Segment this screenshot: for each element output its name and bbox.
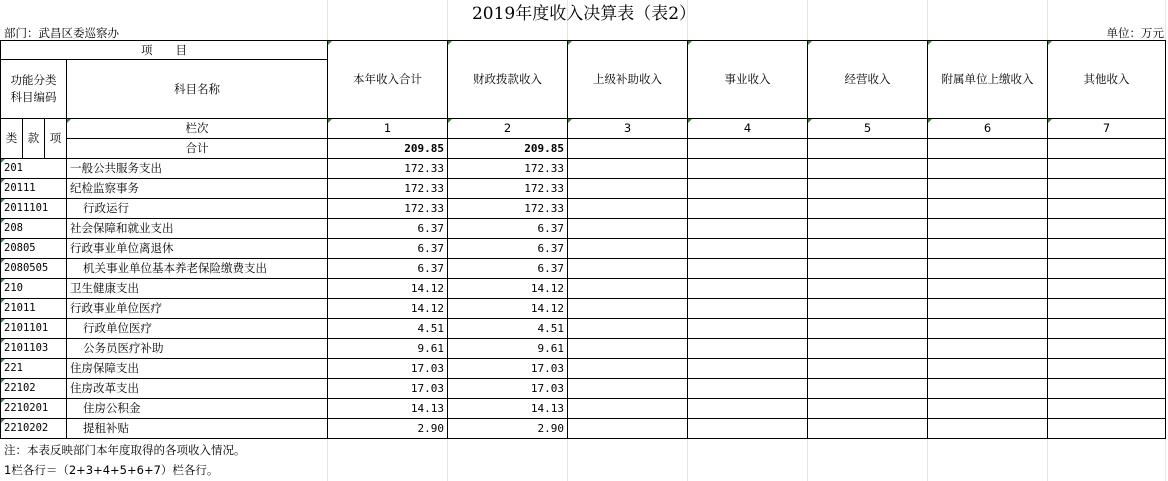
amount-cell[interactable]: 6.37 <box>448 239 568 259</box>
empty-cell[interactable] <box>928 399 1048 419</box>
table-row <box>1 219 1166 239</box>
func-code-cell[interactable]: 221 <box>1 359 67 379</box>
col-number[interactable]: 6 <box>928 119 1048 139</box>
empty-cell[interactable] <box>808 199 928 219</box>
empty-cell[interactable] <box>808 379 928 399</box>
func-code-cell[interactable]: 2080505 <box>1 259 67 279</box>
amount-cell[interactable]: 6.37 <box>328 219 448 239</box>
col-number[interactable]: 5 <box>808 119 928 139</box>
item-header[interactable]: 项 目 <box>1 41 328 60</box>
subject-name-cell[interactable]: 提租补贴 <box>67 419 328 439</box>
empty-cell[interactable] <box>688 199 808 219</box>
empty-cell[interactable] <box>688 399 808 419</box>
table-row <box>1 379 1166 399</box>
xiang-header[interactable]: 项 <box>45 119 67 159</box>
subject-name-cell[interactable]: 社会保障和就业支出 <box>67 219 328 239</box>
func-code-cell[interactable]: 2210201 <box>1 399 67 419</box>
amount-cell[interactable]: 6.37 <box>328 259 448 279</box>
empty-cell[interactable] <box>928 219 1048 239</box>
empty-cell[interactable] <box>928 379 1048 399</box>
table-row <box>1 199 1166 219</box>
col-header-6[interactable]: 附属单位上缴收入 <box>928 41 1048 119</box>
empty-cell[interactable] <box>568 279 688 299</box>
empty-cell[interactable] <box>928 319 1048 339</box>
empty-cell[interactable] <box>1048 299 1166 319</box>
empty-cell[interactable] <box>808 359 928 379</box>
amount-cell[interactable]: 6.37 <box>448 259 568 279</box>
empty-cell[interactable] <box>808 139 928 159</box>
amount-cell[interactable]: 17.03 <box>328 379 448 399</box>
header-row-1 <box>1 41 1166 60</box>
col-header-3[interactable]: 上级补助收入 <box>568 41 688 119</box>
table-row <box>1 319 1166 339</box>
empty-cell[interactable] <box>1048 379 1166 399</box>
amount-cell[interactable]: 9.61 <box>448 339 568 359</box>
amount-cell[interactable]: 17.03 <box>328 359 448 379</box>
empty-cell[interactable] <box>688 419 808 439</box>
empty-cell[interactable] <box>568 179 688 199</box>
empty-cell[interactable] <box>1048 159 1166 179</box>
unit-label: 单位：万元 <box>1106 26 1164 40</box>
empty-cell[interactable] <box>808 279 928 299</box>
amount-cell[interactable]: 9.61 <box>328 339 448 359</box>
amount-cell[interactable]: 2.90 <box>448 419 568 439</box>
empty-cell[interactable] <box>1048 199 1166 219</box>
table-row <box>1 399 1166 419</box>
empty-cell[interactable] <box>808 319 928 339</box>
empty-cell[interactable] <box>808 159 928 179</box>
col-number[interactable]: 4 <box>688 119 808 139</box>
empty-cell[interactable] <box>1048 239 1166 259</box>
amount-cell[interactable]: 6.37 <box>328 239 448 259</box>
col-seq-label[interactable]: 栏次 <box>67 119 328 139</box>
table-row <box>1 159 1166 179</box>
empty-cell[interactable] <box>568 159 688 179</box>
func-code-cell[interactable]: 2011101 <box>1 199 67 219</box>
empty-cell[interactable] <box>928 339 1048 359</box>
empty-cell[interactable] <box>808 239 928 259</box>
empty-cell[interactable] <box>688 359 808 379</box>
amount-cell[interactable]: 2.90 <box>328 419 448 439</box>
col-header-7[interactable]: 其他收入 <box>1048 41 1166 119</box>
table-row <box>1 339 1166 359</box>
empty-cell[interactable] <box>928 159 1048 179</box>
empty-cell[interactable] <box>928 199 1048 219</box>
empty-cell[interactable] <box>808 219 928 239</box>
empty-cell[interactable] <box>568 319 688 339</box>
empty-cell[interactable] <box>1048 219 1166 239</box>
empty-cell[interactable] <box>688 379 808 399</box>
total-col1[interactable]: 209.85 <box>328 139 448 159</box>
func-code-cell[interactable]: 210 <box>1 279 67 299</box>
empty-cell[interactable] <box>568 339 688 359</box>
total-col2[interactable]: 209.85 <box>448 139 568 159</box>
kuan-header[interactable]: 款 <box>23 119 45 159</box>
empty-cell[interactable] <box>928 139 1048 159</box>
subject-name-cell[interactable]: 行政单位医疗 <box>67 319 328 339</box>
subject-name-header[interactable]: 科目名称 <box>67 60 328 119</box>
empty-cell[interactable] <box>1048 319 1166 339</box>
empty-cell[interactable] <box>1048 419 1166 439</box>
empty-cell[interactable] <box>568 259 688 279</box>
amount-cell[interactable]: 14.13 <box>448 399 568 419</box>
empty-cell[interactable] <box>1048 179 1166 199</box>
empty-cell[interactable] <box>808 339 928 359</box>
empty-cell[interactable] <box>808 419 928 439</box>
empty-cell[interactable] <box>568 359 688 379</box>
empty-cell[interactable] <box>928 179 1048 199</box>
empty-cell[interactable] <box>1048 399 1166 419</box>
subject-name-cell[interactable]: 住房公积金 <box>67 399 328 419</box>
amount-cell[interactable]: 172.33 <box>448 179 568 199</box>
amount-cell[interactable]: 172.33 <box>328 159 448 179</box>
col-header-5[interactable]: 经营收入 <box>808 41 928 119</box>
empty-cell[interactable] <box>928 239 1048 259</box>
col-number[interactable]: 1 <box>328 119 448 139</box>
empty-cell[interactable] <box>568 199 688 219</box>
func-code-cell[interactable]: 22102 <box>1 379 67 399</box>
empty-cell[interactable] <box>568 219 688 239</box>
subject-name-cell[interactable]: 纪检监察事务 <box>67 179 328 199</box>
empty-cell[interactable] <box>568 379 688 399</box>
col-header-2[interactable]: 财政拨款收入 <box>448 41 568 119</box>
empty-cell[interactable] <box>928 419 1048 439</box>
empty-cell[interactable] <box>1048 359 1166 379</box>
subject-name-cell[interactable]: 卫生健康支出 <box>67 279 328 299</box>
empty-cell[interactable] <box>688 239 808 259</box>
subject-name-cell[interactable]: 一般公共服务支出 <box>67 159 328 179</box>
empty-cell[interactable] <box>688 139 808 159</box>
table-row <box>1 179 1166 199</box>
footnote-2: 1栏各行＝（2+3+4+5+6+7）栏各行。 <box>4 463 219 477</box>
empty-cell[interactable] <box>688 159 808 179</box>
empty-cell[interactable] <box>688 339 808 359</box>
amount-cell[interactable]: 17.03 <box>448 359 568 379</box>
empty-cell[interactable] <box>1048 139 1166 159</box>
empty-cell[interactable] <box>1048 259 1166 279</box>
empty-cell[interactable] <box>928 299 1048 319</box>
func-code-cell[interactable]: 208 <box>1 219 67 239</box>
amount-cell[interactable]: 14.12 <box>328 299 448 319</box>
subject-name-cell[interactable]: 公务员医疗补助 <box>67 339 328 359</box>
col-seq-row <box>1 119 1166 139</box>
empty-cell[interactable] <box>928 359 1048 379</box>
empty-cell[interactable] <box>688 299 808 319</box>
table-row <box>1 239 1166 259</box>
func-code-cell[interactable]: 21011 <box>1 299 67 319</box>
empty-cell[interactable] <box>568 399 688 419</box>
empty-cell[interactable] <box>1048 339 1166 359</box>
col-number[interactable]: 7 <box>1048 119 1166 139</box>
func-code-cell[interactable]: 2101101 <box>1 319 67 339</box>
table-row <box>1 419 1166 439</box>
func-code-header[interactable]: 功能分类 科目编码 <box>1 60 67 119</box>
col-number[interactable]: 3 <box>568 119 688 139</box>
col-number[interactable]: 2 <box>448 119 568 139</box>
subject-name-cell[interactable]: 住房保障支出 <box>67 359 328 379</box>
amount-cell[interactable]: 14.12 <box>448 299 568 319</box>
empty-cell[interactable] <box>568 239 688 259</box>
table-row <box>1 299 1166 319</box>
amount-cell[interactable]: 172.33 <box>448 159 568 179</box>
empty-cell[interactable] <box>808 259 928 279</box>
table-row <box>1 279 1166 299</box>
footnote-1: 注：本表反映部门本年度取得的各项收入情况。 <box>4 443 246 457</box>
empty-cell[interactable] <box>808 299 928 319</box>
empty-cell[interactable] <box>688 279 808 299</box>
subject-name-cell[interactable]: 行政运行 <box>67 199 328 219</box>
total-label[interactable]: 合计 <box>67 139 328 159</box>
empty-cell[interactable] <box>568 139 688 159</box>
empty-cell[interactable] <box>688 219 808 239</box>
table-row <box>1 259 1166 279</box>
empty-cell[interactable] <box>688 259 808 279</box>
empty-cell[interactable] <box>808 399 928 419</box>
empty-cell[interactable] <box>688 179 808 199</box>
lei-header[interactable]: 类 <box>1 119 23 159</box>
empty-cell[interactable] <box>928 259 1048 279</box>
subject-name-cell[interactable]: 行政事业单位医疗 <box>67 299 328 319</box>
empty-cell[interactable] <box>928 279 1048 299</box>
empty-cell[interactable] <box>688 319 808 339</box>
col-header-4[interactable]: 事业收入 <box>688 41 808 119</box>
amount-cell[interactable]: 14.12 <box>448 279 568 299</box>
func-code-cell[interactable]: 20805 <box>1 239 67 259</box>
amount-cell[interactable]: 172.33 <box>328 179 448 199</box>
income-table <box>0 40 1166 439</box>
amount-cell[interactable]: 4.51 <box>328 319 448 339</box>
subject-name-cell[interactable]: 行政事业单位离退休 <box>67 239 328 259</box>
table-row <box>1 359 1166 379</box>
amount-cell[interactable]: 14.12 <box>328 279 448 299</box>
subject-name-cell[interactable]: 机关事业单位基本养老保险缴费支出 <box>67 259 328 279</box>
col-header-1[interactable]: 本年收入合计 <box>328 41 448 119</box>
amount-cell[interactable]: 172.33 <box>448 199 568 219</box>
amount-cell[interactable]: 172.33 <box>328 199 448 219</box>
amount-cell[interactable]: 4.51 <box>448 319 568 339</box>
empty-cell[interactable] <box>568 419 688 439</box>
empty-cell[interactable] <box>808 179 928 199</box>
func-code-cell[interactable]: 2101103 <box>1 339 67 359</box>
func-code-cell[interactable]: 2210202 <box>1 419 67 439</box>
department-label: 部门：武昌区委巡察办 <box>4 26 119 40</box>
amount-cell[interactable]: 6.37 <box>448 219 568 239</box>
subject-name-cell[interactable]: 住房改革支出 <box>67 379 328 399</box>
total-row <box>1 139 1166 159</box>
report-title: 2019年度收入决算表（表2） <box>471 4 697 24</box>
empty-cell[interactable] <box>1048 279 1166 299</box>
amount-cell[interactable]: 14.13 <box>328 399 448 419</box>
empty-cell[interactable] <box>568 299 688 319</box>
func-code-cell[interactable]: 20111 <box>1 179 67 199</box>
func-code-cell[interactable]: 201 <box>1 159 67 179</box>
amount-cell[interactable]: 17.03 <box>448 379 568 399</box>
